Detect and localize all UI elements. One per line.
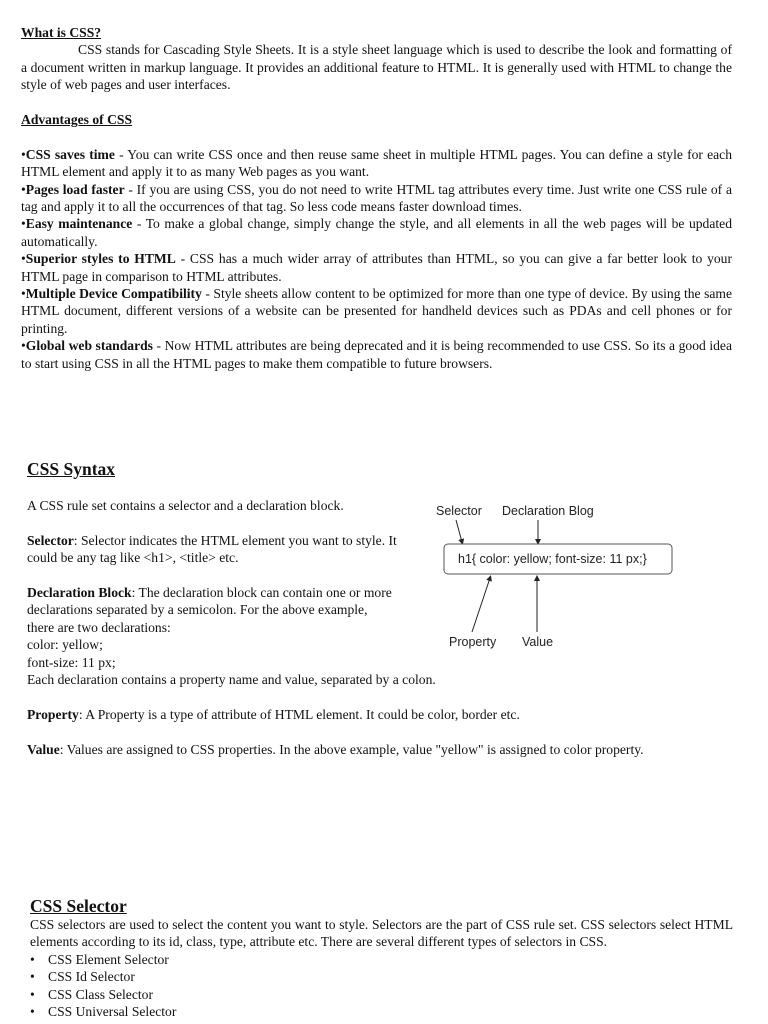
declaration-text: : The declaration block can contain one or more: [131, 585, 392, 600]
bullet: •: [30, 969, 35, 985]
advantage-item: •Pages load faster - If you are using CSS, you do not need to write HTML tag attributes every time. Just write one CSS rule of a tag and apply it to all the occurrences of that tag. So less code means faster download times.: [21, 181, 732, 215]
property-definition: [27, 706, 747, 723]
heading-css-selector: CSS Selector: [30, 896, 127, 916]
list-item: [30, 1003, 733, 1020]
selector-definition-cont: could be any tag like <h1>, <title> etc.: [27, 550, 239, 566]
value-definition: [27, 741, 747, 758]
css-selector-intro: CSS selectors are used to select the content you want to style. Selectors are the part of CSS rule set. CSS selectors select HTML elements according to its id, class, type, attribute etc. There are several different types of selectors in CSS.: [30, 917, 733, 950]
diagram-declaration-label: Declaration Blog: [502, 504, 594, 518]
list-item: [30, 986, 733, 1003]
diagram-selector-label: Selector: [436, 504, 482, 518]
list-item: [30, 951, 733, 968]
heading-advantages: Advantages of CSS: [21, 112, 133, 127]
spacer: [27, 688, 747, 705]
property-term: Property: [27, 706, 79, 722]
rule-set-text: A CSS rule set contains a selector and a declaration block.: [27, 498, 344, 513]
section-css-selector: [30, 897, 733, 1020]
list-item-text: CSS Element Selector: [48, 951, 169, 967]
advantage-title: Multiple Device Compatibility: [25, 286, 202, 302]
advantage-item: •Multiple Device Compatibility - Style sheets allow content to be optimized for more than one type of device. By using the same HTML document, different versions of a website can be presented for handheld devices such as PDAs and cell phones or for printing.: [21, 286, 732, 336]
list-item-text: CSS Universal Selector: [48, 1004, 177, 1020]
list-item: [30, 968, 733, 985]
heading-css-syntax: CSS Syntax: [27, 459, 116, 479]
diagram-property-label: Property: [449, 635, 497, 649]
advantage-item: •Superior styles to HTML - CSS has a much wider array of attributes than HTML, so you can give a far better look to your HTML page in comparison to HTML attributes.: [21, 251, 733, 284]
what-is-css-text: CSS stands for Cascading Style Sheets. It is a style sheet language which is used to describe the look and formatting of a document written in markup language. It provides an additional feature to HTML. It is generally used with HTML to change the style of web pages and user interfaces.: [21, 42, 732, 93]
value-text: : Values are assigned to CSS properties. In the above example, value "yellow" is assigned to color property.: [59, 741, 644, 757]
spacer: [21, 128, 732, 145]
advantage-text: - To make a global change, simply change the style, and all elements in all the web pages will be updated automatically.: [21, 216, 732, 249]
property-text: : A Property is a type of attribute of HTML element. It could be color, border etc.: [78, 706, 520, 722]
advantage-item: •Easy maintenance - To make a global change, simply change the style, and all elements in all the web pages will be updated automatically.: [21, 216, 732, 249]
list-item-text: CSS Id Selector: [48, 969, 135, 985]
list-item-text: CSS Class Selector: [48, 986, 153, 1002]
declaration-line: there are two declarations:: [27, 619, 171, 635]
section-what-is-css: [21, 24, 732, 94]
section-advantages: [21, 111, 732, 372]
advantage-text: - If you are using CSS, you do not need to write HTML tag attributes every time. Just write one CSS rule of a tag and apply it to all the occurrences of that tag. So less code means faster download times.: [21, 181, 732, 215]
css-syntax-diagram: [430, 498, 690, 658]
advantage-item: •Global web standards - Now HTML attributes are being deprecated and it is being recommended to use CSS. So its a good idea to start using CSS in all the HTML pages to make them compatible to future browsers.: [21, 338, 733, 371]
heading-what-is-css: What is CSS?: [21, 25, 102, 40]
advantage-title: CSS saves time: [25, 146, 115, 162]
property-arrow: [472, 578, 490, 632]
advantage-title: Superior styles to HTML: [25, 251, 176, 267]
advantage-text: - CSS has a much wider array of attributes than HTML, so you can give a far better look to your HTML page in comparison to HTML attributes.: [21, 251, 733, 284]
declaration-line: declarations separated by a semicolon. For the above example,: [27, 602, 368, 618]
declaration-term: Declaration Block: [27, 585, 132, 600]
advantage-text: - Now HTML attributes are being deprecated and it is being recommended to use CSS. So its a good idea to start using CSS in all the HTML pages to make them compatible to future browsers.: [21, 338, 733, 371]
diagram-code: h1{ color: yellow; font-size: 11 px;}: [458, 552, 647, 566]
advantage-text: - You can write CSS once and then reuse same sheet in multiple HTML pages. You can define a style for each HTML element and apply it to as many Web pages as you want.: [21, 146, 733, 180]
what-is-css-paragraph: [21, 41, 732, 93]
spacer: [27, 723, 747, 740]
selector-text: : Selector indicates the HTML element you want to style. It: [73, 532, 397, 548]
selector-term: Selector: [27, 532, 74, 548]
selector-arrow: [456, 520, 462, 542]
value-term: Value: [27, 741, 60, 757]
advantage-item: •CSS saves time - You can write CSS once and then reuse same sheet in multiple HTML pages. You can define a style for each HTML element and apply it to as many Web pages as you want.: [21, 146, 733, 180]
declaration-line: Each declaration contains a property name and value, separated by a colon.: [27, 672, 436, 688]
advantage-title: Easy maintenance: [25, 216, 133, 232]
bullet: •: [30, 1004, 35, 1020]
advantage-title: Pages load faster: [25, 181, 125, 197]
advantage-title: Global web standards: [25, 338, 153, 354]
bullet: •: [30, 951, 35, 967]
bullet: •: [30, 986, 35, 1002]
declaration-line: color: yellow;: [27, 637, 103, 653]
diagram-value-label: Value: [522, 635, 554, 649]
advantage-text: - Style sheets allow content to be optimized for more than one type of device. By using the same HTML document, different versions of a website can be presented for handheld devices such as PDAs and cell phones or for printing.: [21, 286, 732, 336]
declaration-line: font-size: 11 px;: [27, 654, 116, 670]
